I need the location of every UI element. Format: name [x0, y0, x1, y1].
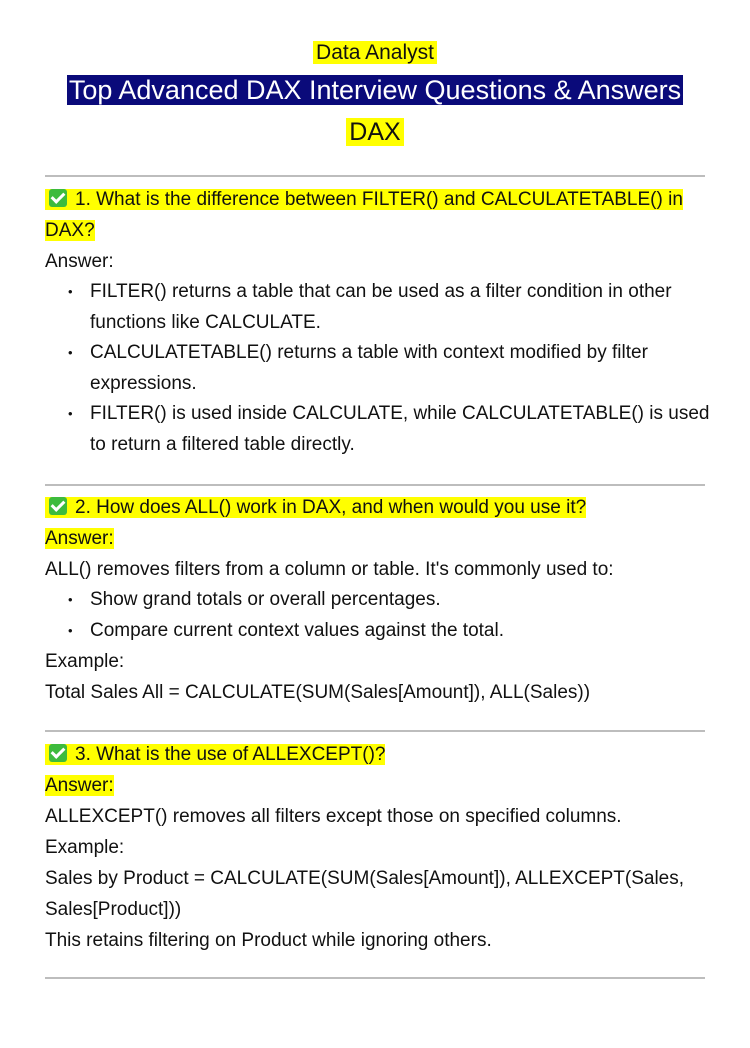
- list-item: • CALCULATETABLE() returns a table with context modified by filter expressions.: [90, 338, 710, 399]
- answer-note: This retains filtering on Product while ignoring others.: [45, 930, 492, 951]
- code-example-line-1: Sales by Product = CALCULATE(SUM(Sales[Amount]), ALLEXCEPT(Sales,: [45, 868, 685, 889]
- question-heading: 1. What is the difference between FILTER() and CALCULATETABLE() in DAX?: [45, 189, 683, 241]
- header-subtitle: DAX: [0, 114, 750, 150]
- page-title: Top Advanced DAX Interview Questions & Answers: [68, 75, 682, 105]
- bullet-list: [45, 277, 710, 460]
- answer-label: Answer:: [45, 775, 114, 796]
- divider: [45, 977, 705, 979]
- header-supertitle: Data Analyst: [0, 38, 750, 68]
- divider: [45, 484, 705, 486]
- question-block-3: [45, 739, 710, 956]
- code-example-line-2: Sales[Product])): [45, 899, 182, 920]
- question-heading: 2. How does ALL() work in DAX, and when would you use it?: [45, 492, 710, 523]
- example-label: Example:: [45, 651, 125, 672]
- check-box-icon: [49, 744, 67, 762]
- check-box-icon: [49, 189, 67, 207]
- divider: [45, 175, 705, 177]
- list-item: • FILTER() is used inside CALCULATE, while CALCULATETABLE() is used to return a filtered table directly.: [90, 399, 710, 460]
- example-label: Example:: [45, 837, 125, 858]
- code-example: Total Sales All = CALCULATE(SUM(Sales[Amount]), ALL(Sales)): [45, 682, 591, 703]
- bullet-list: [45, 585, 710, 646]
- question-block-1: [45, 184, 710, 460]
- list-item: • Show grand totals or overall percentages.: [90, 585, 710, 616]
- divider: [45, 730, 705, 732]
- answer-label: Answer:: [45, 251, 114, 272]
- list-item: • FILTER() returns a table that can be used as a filter condition in other functions like CALCULATE.: [90, 277, 710, 338]
- question-block-2: [45, 492, 710, 708]
- check-box-icon: [49, 497, 67, 515]
- answer-intro: ALL() removes filters from a column or table. It's commonly used to:: [45, 559, 614, 580]
- answer-intro: ALLEXCEPT() removes all filters except those on specified columns.: [45, 806, 622, 827]
- list-item: • Compare current context values against the total.: [90, 616, 710, 647]
- answer-label: Answer:: [45, 528, 114, 549]
- question-heading: 3. What is the use of ALLEXCEPT()?: [45, 739, 710, 770]
